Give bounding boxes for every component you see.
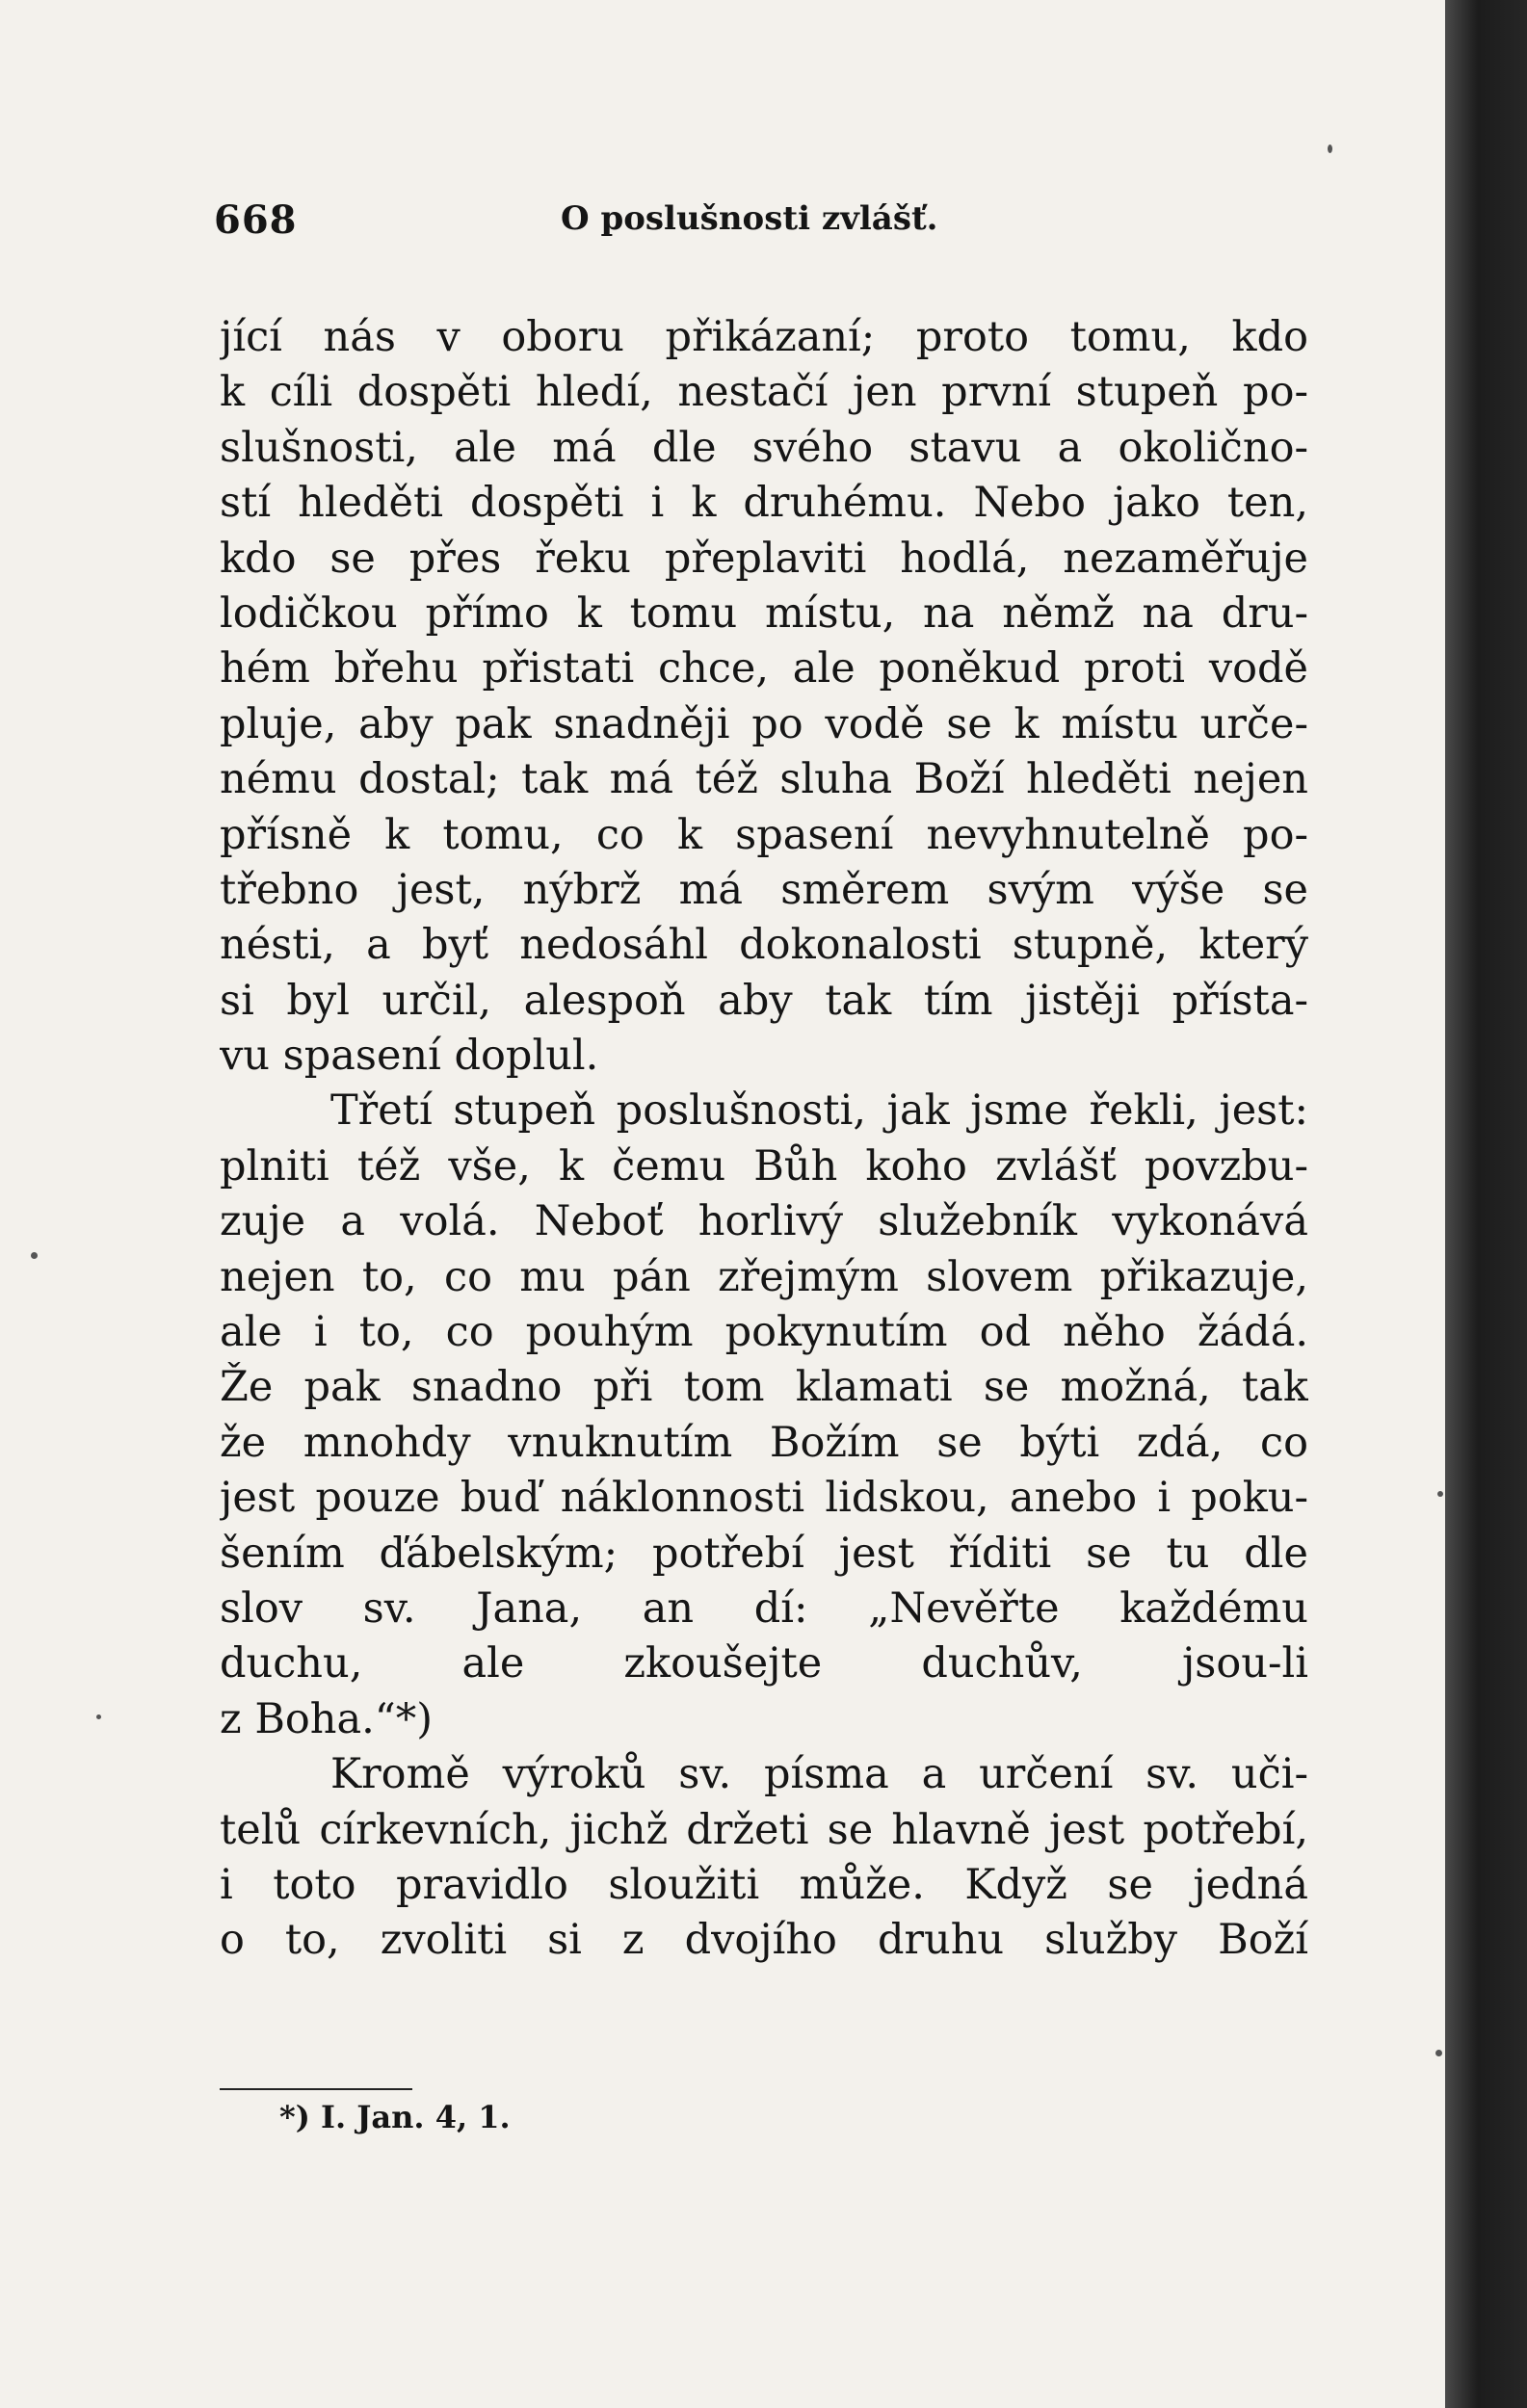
text-line: Kromě výroků sv. písma a určení sv. uči- [330,1750,1308,1799]
text-line: šením ďábelským; potřebí jest říditi se tu dle [220,1529,1308,1578]
text-line: lodičkou přímo k tomu místu, na němž na dru- [220,589,1308,638]
text-line: stí hleděti dospěti i k druhému. Nebo jako ten, [220,479,1308,528]
text-line: ale i to, co pouhým pokynutím od něho žádá. [220,1308,1308,1357]
text-line: že mnohdy vnuknutím Božím se býti zdá, co [220,1418,1308,1467]
text-line: nejen to, co mu pán zřejmým slovem přikazuje, [220,1252,1308,1301]
paper-speck [96,1714,101,1719]
text-line: z Boha.“*) [220,1694,434,1743]
text-line: vu spasení doplul. [220,1032,599,1081]
text-line: i toto pravidlo sloužiti může. Když se jedná [220,1860,1308,1909]
text-line: pluje, aby pak snadněji po vodě se k místu urče- [220,699,1308,748]
text-line: jící nás v oboru přikázaní; proto tomu, kdo [220,313,1308,361]
text-line: slov sv. Jana, an dí: „Nevěřte každému [220,1584,1308,1633]
text-line: k cíli dospěti hledí, nestačí jen první stupeň po- [220,368,1308,417]
running-head: O poslušnosti zvlášť. [561,199,938,238]
paper-speck [1437,1491,1443,1497]
footnote: *) I. Jan. 4, 1. [279,2099,511,2135]
text-line: Že pak snadno při tom klamati se možná, tak [220,1363,1308,1412]
text-line: přísně k tomu, co k spasení nevyhnutelně po- [220,810,1308,859]
text-line: jest pouze buď náklonnosti lidskou, anebo i poku- [220,1474,1308,1523]
text-line: kdo se přes řeku přeplaviti hodlá, nezaměřuje [220,534,1308,583]
text-line: nému dostal; tak má též sluha Boží hleděti nejen [220,755,1308,804]
scan-border [1445,0,1527,2408]
page-header [214,197,1303,255]
paper-speck [1435,2050,1442,2056]
paper-speck [31,1252,38,1259]
text-line: o to, zvoliti si z dvojího druhu služby Boží [220,1916,1308,1965]
paper-speck [1328,144,1332,153]
text-line: nésti, a byť nedosáhl dokonalosti stupně, který [220,921,1308,970]
text-line: hém břehu přistati chce, ale poněkud proti vodě [220,644,1308,694]
text-line: Třetí stupeň poslušnosti, jak jsme řekli, jest: [330,1086,1308,1136]
text-line: plniti též vše, k čemu Bůh koho zvlášť povzbu- [220,1141,1308,1191]
body-text [220,310,1308,1969]
page-number: 668 [214,197,298,243]
text-line: duchu, ale zkoušejte duchův, jsou-li [220,1639,1308,1688]
text-line: si byl určil, alespoň aby tak tím jistěji přísta- [220,976,1308,1025]
text-line: třebno jest, nýbrž má směrem svým výše se [220,865,1308,914]
footnote-divider [220,2088,412,2090]
text-line: zuje a volá. Neboť horlivý služebník vykonává [220,1197,1308,1246]
text-line: slušnosti, ale má dle svého stavu a okolično- [220,423,1308,472]
text-line: telů církevních, jichž držeti se hlavně jest potřebí, [220,1805,1308,1854]
